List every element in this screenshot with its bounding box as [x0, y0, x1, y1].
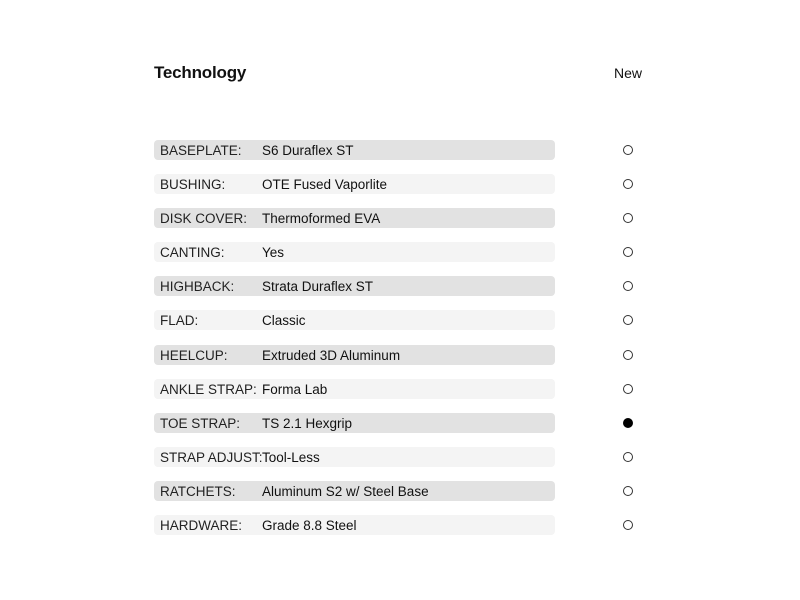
- radio-button-selected[interactable]: [623, 418, 633, 428]
- spec-row-disk-cover: [154, 208, 644, 228]
- section-title: Technology: [154, 63, 247, 82]
- spec-label: TOE STRAP:: [160, 415, 241, 431]
- row-background: [154, 310, 555, 330]
- spec-label: FLAD:: [160, 313, 199, 329]
- spec-label: CANTING:: [160, 245, 225, 261]
- spec-label: DISK COVER:: [160, 211, 248, 227]
- spec-row-flad: [154, 310, 644, 330]
- spec-value: TS 2.1 Hexgrip: [262, 415, 353, 431]
- radio-button[interactable]: [623, 315, 633, 325]
- radio-button[interactable]: [623, 281, 633, 291]
- spec-value: Tool-Less: [262, 449, 320, 465]
- radio-button[interactable]: [623, 520, 633, 530]
- spec-value: S6 Duraflex ST: [262, 143, 354, 158]
- spec-value: Forma Lab: [262, 381, 328, 397]
- radio-button[interactable]: [623, 247, 633, 257]
- radio-button[interactable]: [623, 486, 633, 496]
- spec-value: Classic: [262, 313, 306, 329]
- section-header: [154, 62, 644, 86]
- spec-value: Grade 8.8 Steel: [262, 518, 357, 534]
- spec-row-toe-strap: [154, 413, 644, 433]
- radio-button[interactable]: [623, 213, 633, 223]
- spec-row-canting: [154, 242, 644, 262]
- spec-value: Aluminum S2 w/ Steel Base: [262, 483, 429, 499]
- radio-button[interactable]: [623, 145, 633, 155]
- spec-label: STRAP ADJUST:: [160, 449, 263, 465]
- spec-row-heelcup: [154, 345, 644, 365]
- spec-label: HARDWARE:: [160, 518, 243, 534]
- spec-value: Thermoformed EVA: [262, 211, 381, 227]
- radio-button[interactable]: [623, 350, 633, 360]
- new-column-label: New: [613, 65, 642, 81]
- spec-label: ANKLE STRAP:: [160, 381, 257, 397]
- radio-button[interactable]: [623, 384, 633, 394]
- spec-label: RATCHETS:: [160, 483, 236, 499]
- spec-label: BUSHING:: [160, 177, 226, 193]
- spec-label: BASEPLATE:: [160, 143, 242, 158]
- spec-label: HEELCUP:: [160, 347, 228, 363]
- spec-row-baseplate: [154, 140, 644, 160]
- spec-row-strap-adjust: [154, 447, 644, 467]
- spec-label: HIGHBACK:: [160, 279, 235, 295]
- spec-row-bushing: [154, 174, 644, 194]
- spec-value: Extruded 3D Aluminum: [262, 347, 401, 363]
- radio-button[interactable]: [623, 452, 633, 462]
- spec-list: [154, 140, 644, 549]
- spec-value: OTE Fused Vaporlite: [262, 177, 388, 193]
- spec-value: Strata Duraflex ST: [262, 279, 374, 295]
- spec-row-hardware: [154, 515, 644, 535]
- spec-value: Yes: [262, 245, 285, 261]
- spec-row-ankle-strap: [154, 379, 644, 399]
- spec-row-highback: [154, 276, 644, 296]
- radio-button[interactable]: [623, 179, 633, 189]
- spec-row-ratchets: [154, 481, 644, 501]
